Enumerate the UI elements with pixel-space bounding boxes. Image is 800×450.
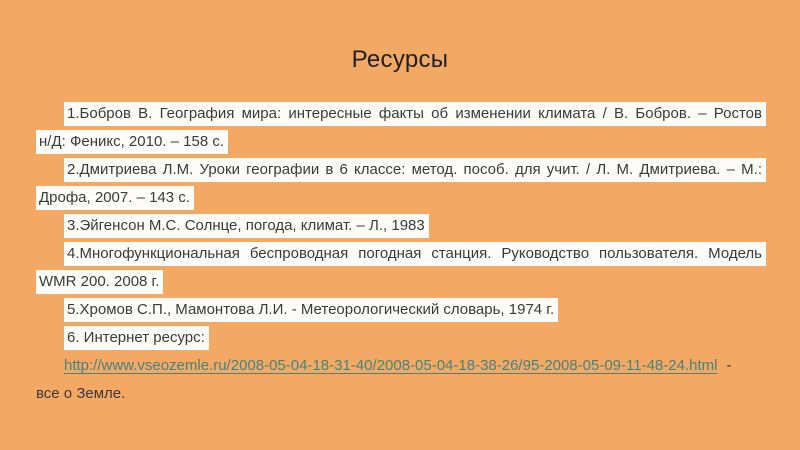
reference-line [36, 352, 766, 380]
reference-line [36, 324, 766, 352]
plain-text: все о Земле. [36, 385, 126, 402]
reference-line [36, 128, 766, 156]
reference-text: Дрофа, 2007. – 143 с. [36, 186, 194, 210]
reference-text: 4.Многофункциональная беспроводная погодная станция. Руководство пользователя. Модель [64, 242, 766, 266]
reference-line [36, 184, 766, 212]
reference-text: 1.Бобров В. География мира: интересные факты об изменении климата / В. Бобров. – Ростов [64, 102, 766, 126]
reference-line [36, 380, 766, 408]
reference-line [36, 296, 766, 324]
reference-line [36, 240, 766, 268]
plain-text: - [726, 357, 732, 374]
reference-line [36, 156, 766, 184]
reference-line [36, 212, 766, 240]
resource-url-link[interactable]: http://www.vseozemle.ru/2008-05-04-18-31-40/2008-05-04-18-38-26/95-2008-05-09-11-48-24.html [64, 357, 718, 374]
references-list [36, 100, 766, 408]
slide-title: Ресурсы [351, 46, 449, 73]
reference-text: 5.Хромов С.П., Мамонтова Л.И. - Метеорологический словарь, 1974 г. [64, 298, 558, 322]
reference-text: 2.Дмитриева Л.М. Уроки географии в 6 классе: метод. пособ. для учит. / Л. М. Дмитриева. – М.: [64, 158, 766, 182]
reference-text: 3.Эйгенсон М.С. Солнце, погода, климат. – Л., 1983 [64, 214, 429, 238]
reference-text: 6. Интернет ресурс: [64, 326, 209, 350]
reference-text: WMR 200. 2008 г. [36, 270, 163, 294]
reference-text: н/Д: Феникс, 2010. – 158 с. [36, 130, 228, 154]
reference-line [36, 268, 766, 296]
reference-line [36, 100, 766, 128]
